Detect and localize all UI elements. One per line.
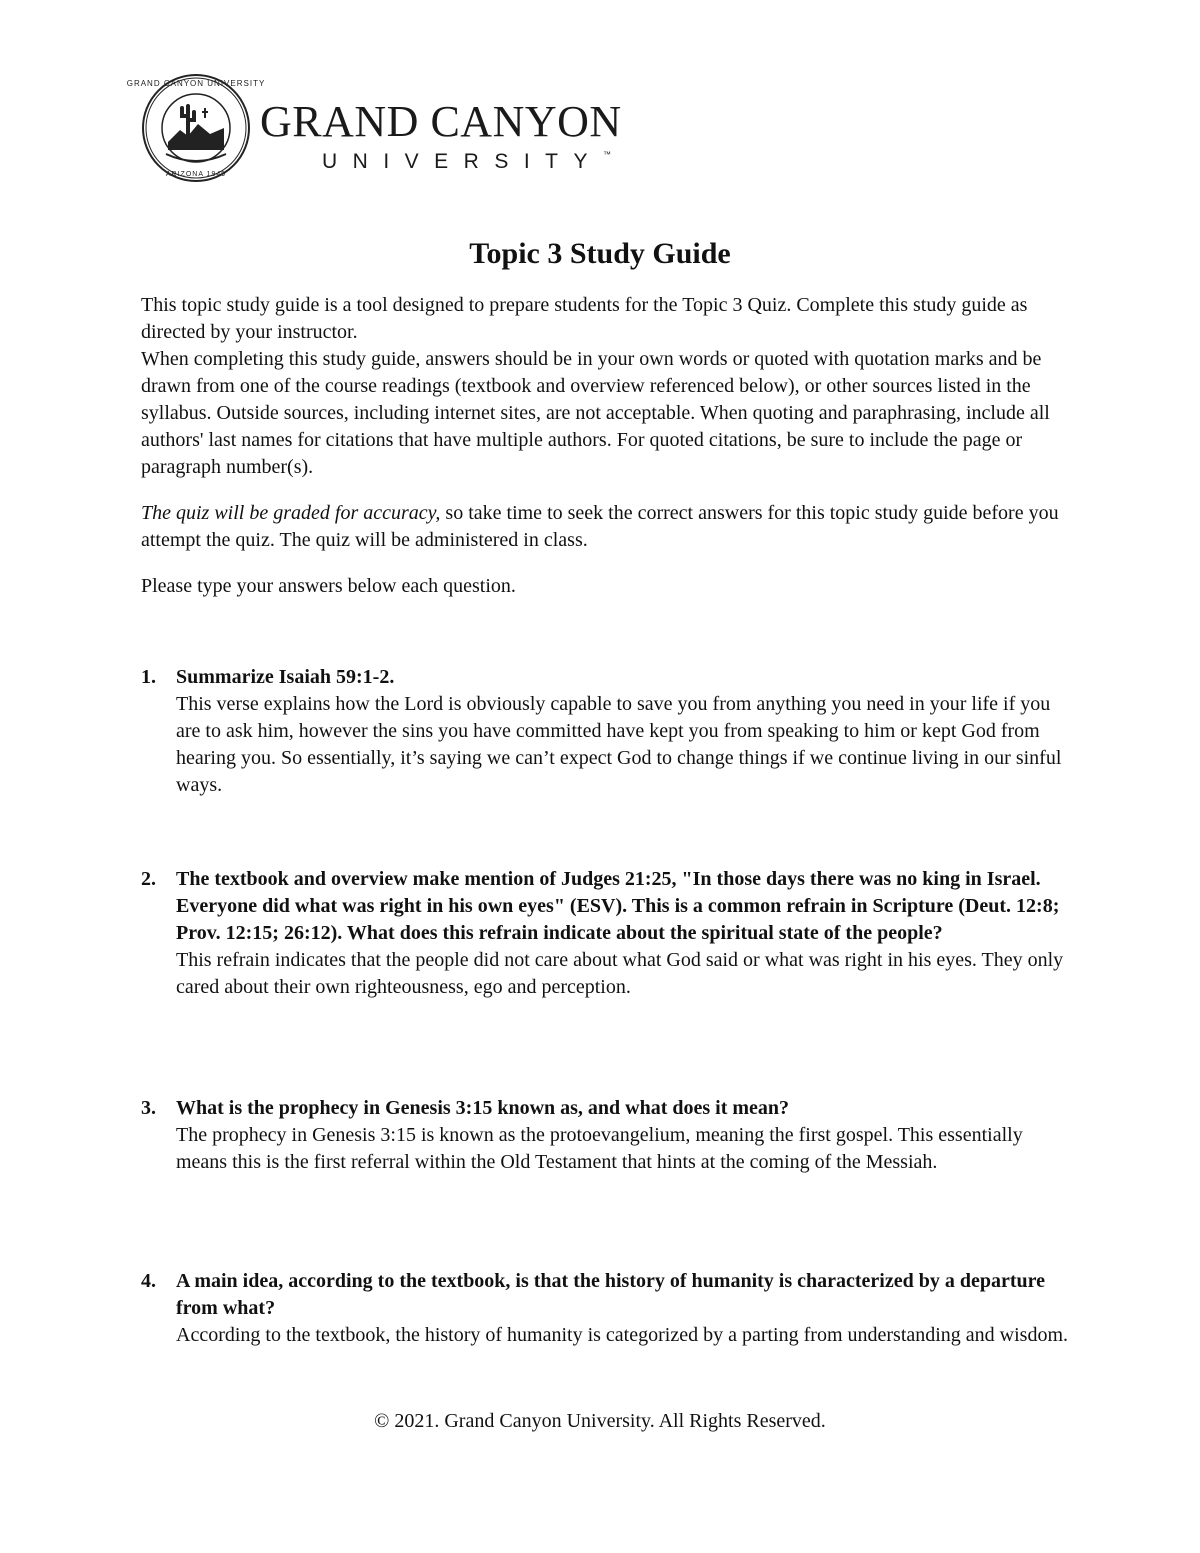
intro-paragraph-3-rest: so take time to seek the correct answers for this topic study guide before you attempt the quiz. The quiz will be administered in class. — [141, 502, 1059, 551]
intro-paragraph-4: Please type your answers below each question. — [141, 575, 516, 597]
wordmark-line-2 — [322, 150, 622, 174]
question-item — [141, 1095, 1071, 1176]
intro-paragraph-1: This topic study guide is a tool designed to prepare students for the Topic 3 Quiz. Complete this study guide as directed by your instructor. — [141, 294, 1028, 343]
question-item — [141, 1268, 1071, 1349]
answer-text[interactable]: According to the textbook, the history of humanity is categorized by a parting from understanding and wisdom. — [176, 1324, 1069, 1346]
answer-text[interactable]: This verse explains how the Lord is obviously capable to save you from anything you need in your life if you are to ask him, however the sins you have committed have kept you from speaking to him or kept God from hearing you. So essentially, it’s saying we can’t expect God to change things if we continue living in our sinful ways. — [176, 693, 1062, 796]
wordmark-line-1: GRAND CANYON — [260, 97, 622, 146]
question-text: The textbook and overview make mention of Judges 21:25, "In those days there was no king in Israel. Everyone did what was right in his own eyes" (ESV). This is a common refrain in Scripture (Deut. 12:8; Prov. 12:15; 26:12). What does this refrain indicate about the spiritual state of the people? — [176, 868, 1060, 944]
question-body — [176, 1095, 1071, 1176]
intro-paragraph-3 — [141, 500, 1071, 554]
answer-text[interactable]: This refrain indicates that the people did not care about what God said or what was right in his eyes. They only cared about their own righteousness, ego and perception. — [176, 949, 1064, 998]
svg-text:GRAND CANYON UNIVERSITY: GRAND CANYON UNIVERSITY — [126, 79, 266, 88]
university-logo — [126, 72, 622, 190]
intro-emphasis: The quiz will be graded for accuracy, — [141, 502, 441, 524]
question-number: 2. — [141, 868, 156, 890]
question-body — [176, 1268, 1071, 1349]
question-text: What is the prophecy in Genesis 3:15 known as, and what does it mean? — [176, 1097, 790, 1119]
question-number: 3. — [141, 1097, 156, 1119]
question-text: A main idea, according to the textbook, is that the history of humanity is characterized by a departure from what? — [176, 1270, 1046, 1319]
intro-section — [141, 292, 1071, 600]
question-number: 4. — [141, 1270, 156, 1292]
intro-paragraph-2: When completing this study guide, answers should be in your own words or quoted with quotation marks and be drawn from one of the course readings (textbook and overview referenced below), or other sources listed in the syllabus. Outside sources, including internet sites, are not acceptable. When quoting and paraphrasing, include all authors' last names for citations that have multiple authors. For quoted citations, be sure to include the page or paragraph number(s). — [141, 348, 1050, 478]
copyright-footer: © 2021. Grand Canyon University. All Rights Reserved. — [374, 1410, 826, 1432]
question-item — [141, 866, 1071, 1001]
question-body — [176, 664, 1071, 799]
trademark-symbol: ™ — [603, 150, 612, 159]
university-seal-icon — [126, 72, 266, 184]
question-text: Summarize Isaiah 59:1-2. — [176, 666, 395, 688]
wordmark-line-2-text: UNIVERSITY — [322, 150, 604, 173]
answer-text[interactable]: The prophecy in Genesis 3:15 is known as the protoevangelium, meaning the first gospel. This essentially means this is the first referral within the Old Testament that hints at the coming of the Messiah. — [176, 1124, 1023, 1173]
svg-text:ARIZONA 1949: ARIZONA 1949 — [165, 171, 227, 178]
question-item — [141, 664, 1071, 799]
university-wordmark — [260, 97, 622, 174]
question-number: 1. — [141, 666, 156, 688]
question-body — [176, 866, 1071, 1001]
page-title: Topic 3 Study Guide — [469, 237, 731, 270]
